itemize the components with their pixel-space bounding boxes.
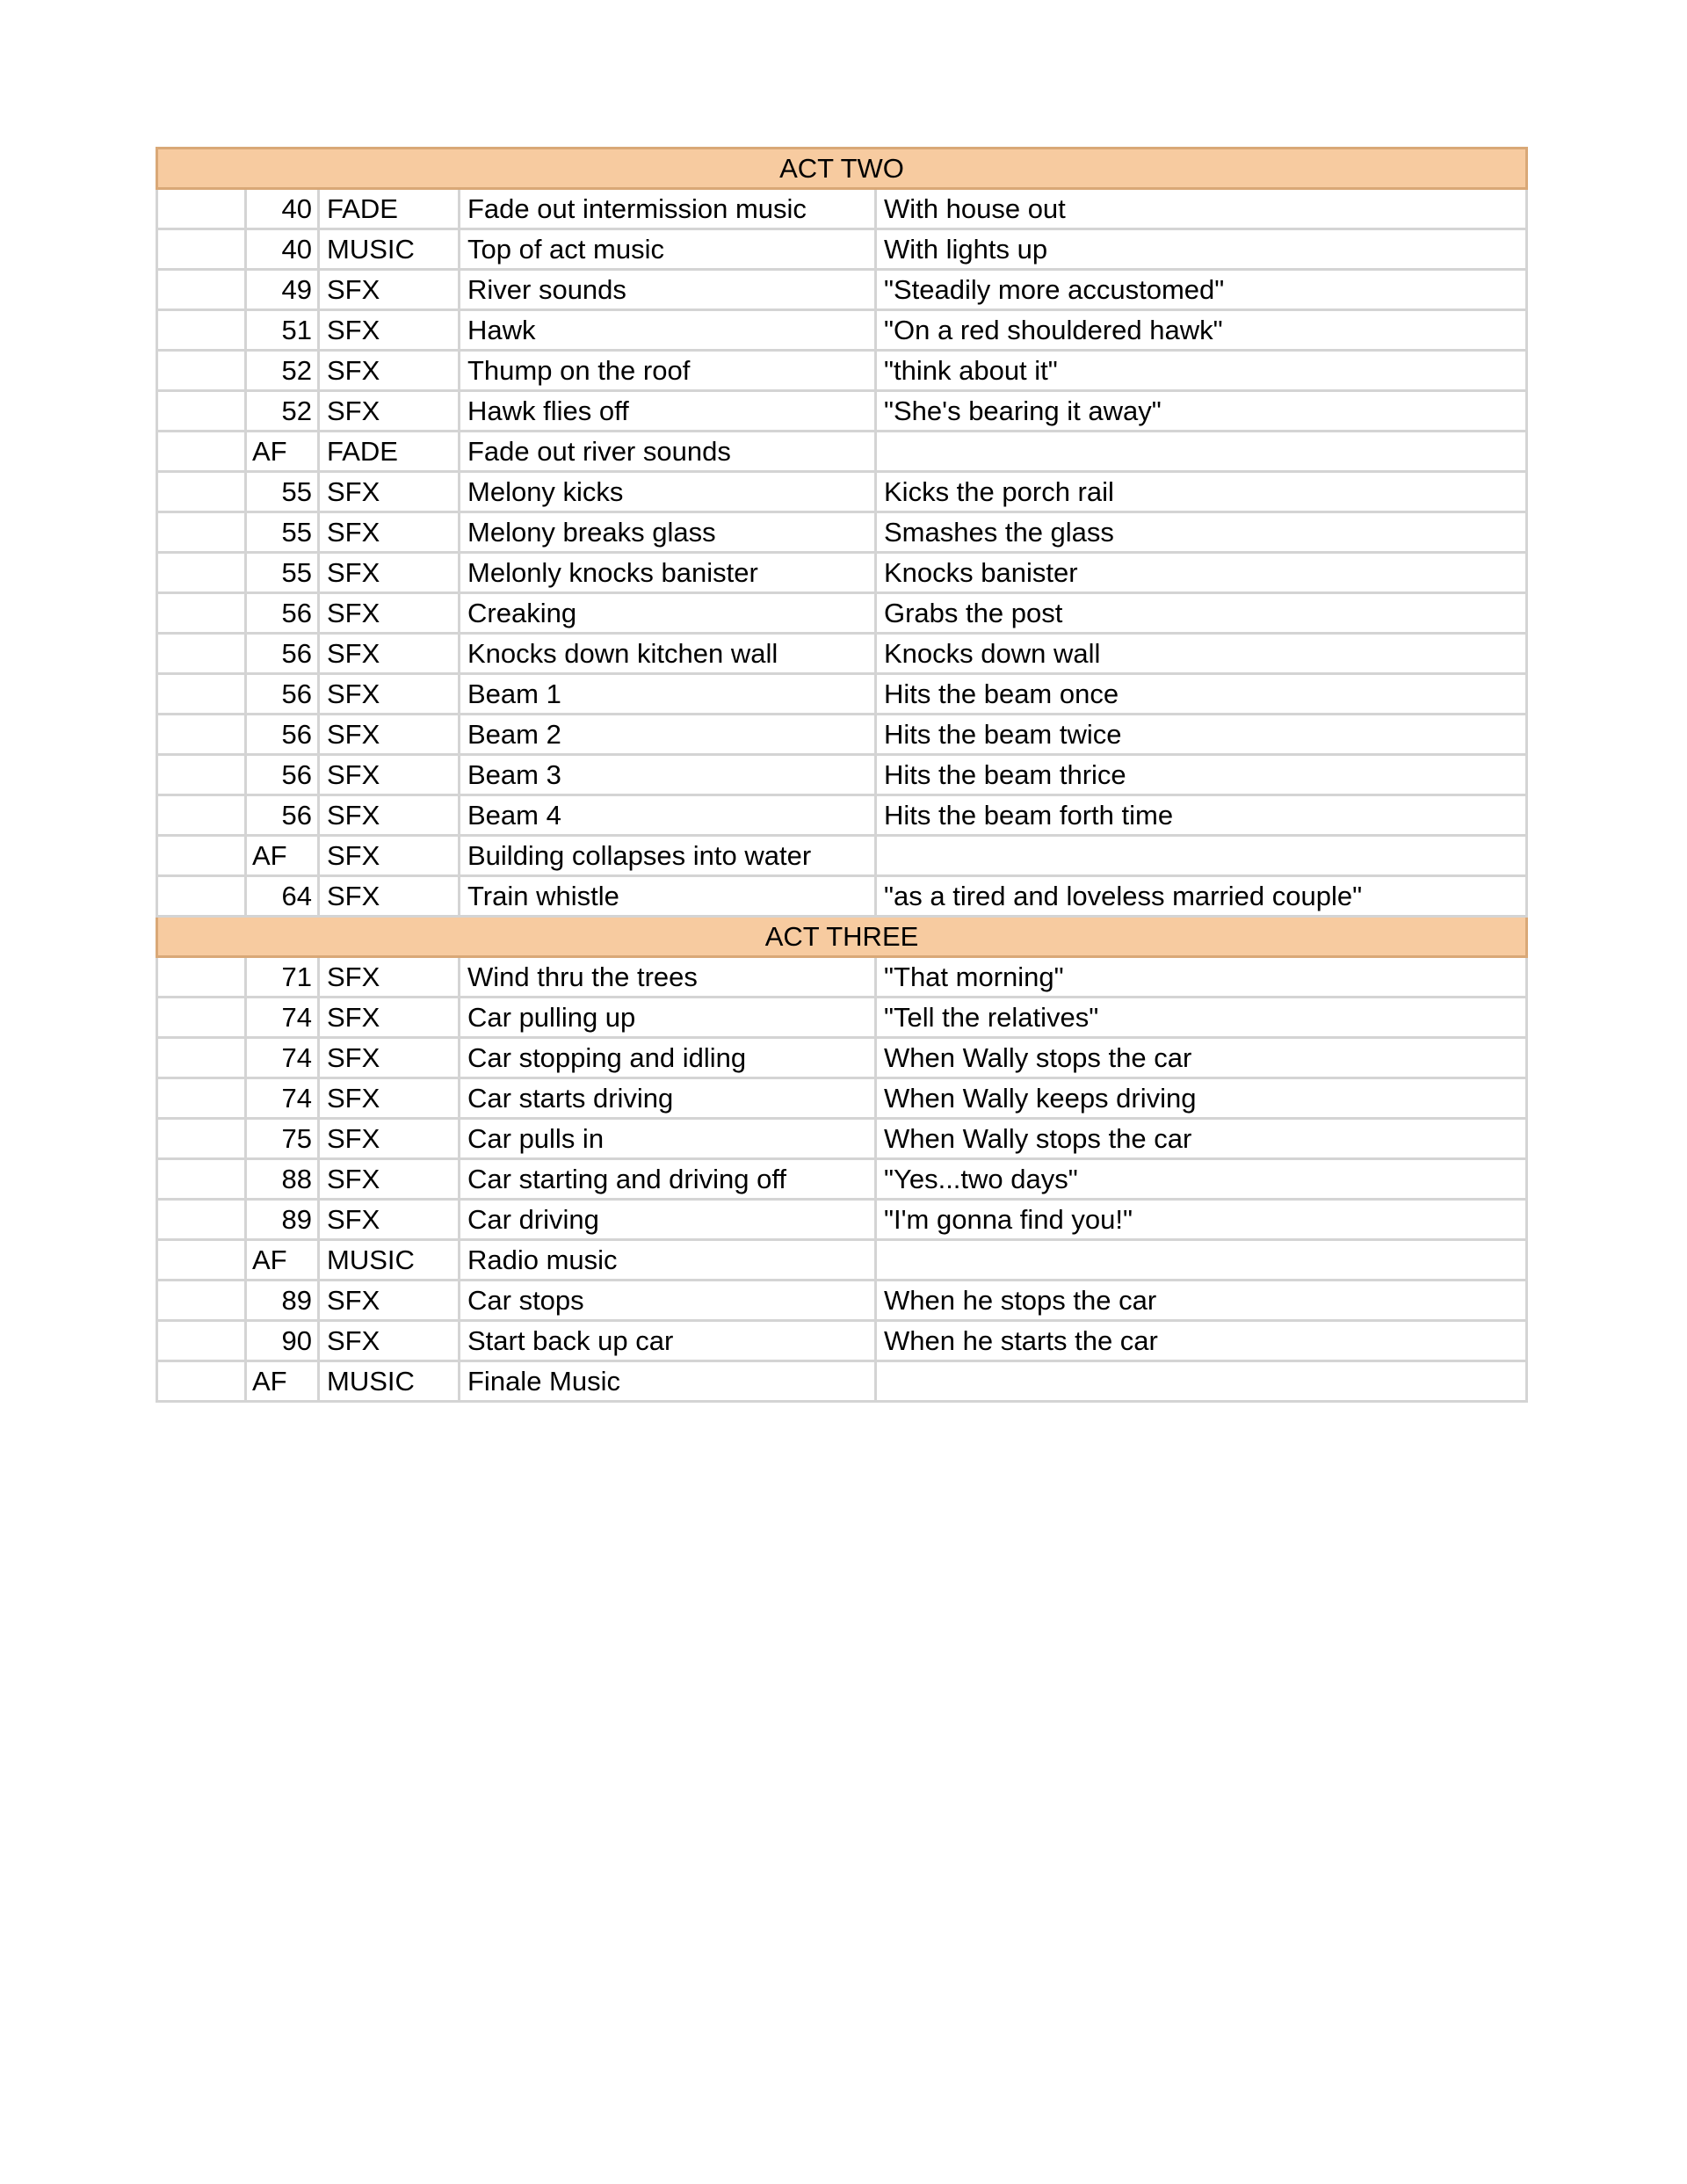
description-cell: River sounds — [460, 270, 876, 310]
cue-line-cell — [876, 836, 1527, 876]
cue-row — [157, 472, 1527, 512]
cue-row — [157, 1321, 1527, 1361]
page-cell: 40 — [246, 189, 319, 229]
description-cell: Hawk flies off — [460, 391, 876, 432]
blank-cell — [157, 836, 246, 876]
description-cell: Beam 2 — [460, 715, 876, 755]
cue-sheet — [156, 147, 1525, 1403]
description-cell: Start back up car — [460, 1321, 876, 1361]
blank-cell — [157, 189, 246, 229]
description-cell: Top of act music — [460, 229, 876, 270]
type-cell: SFX — [319, 512, 460, 553]
description-cell: Beam 3 — [460, 755, 876, 795]
act-header-row — [157, 917, 1527, 957]
type-cell: SFX — [319, 472, 460, 512]
page-cell: AF — [246, 432, 319, 472]
page-cell: AF — [246, 836, 319, 876]
type-cell: MUSIC — [319, 1361, 460, 1402]
type-cell: SFX — [319, 1200, 460, 1240]
type-cell: SFX — [319, 674, 460, 715]
cue-row — [157, 674, 1527, 715]
cue-row — [157, 957, 1527, 998]
cue-line-cell: When he starts the car — [876, 1321, 1527, 1361]
cue-line-cell: "Steadily more accustomed" — [876, 270, 1527, 310]
cue-line-cell: When Wally keeps driving — [876, 1078, 1527, 1119]
page-cell: 40 — [246, 229, 319, 270]
cue-line-cell: "I'm gonna find you!" — [876, 1200, 1527, 1240]
act-title: ACT TWO — [157, 149, 1527, 189]
description-cell: Thump on the roof — [460, 351, 876, 391]
page-cell: 56 — [246, 715, 319, 755]
cue-row — [157, 1038, 1527, 1078]
cue-row — [157, 715, 1527, 755]
type-cell: MUSIC — [319, 1240, 460, 1281]
page-cell: 89 — [246, 1200, 319, 1240]
description-cell: Melony kicks — [460, 472, 876, 512]
cue-line-cell: "as a tired and loveless married couple" — [876, 876, 1527, 917]
cue-row — [157, 270, 1527, 310]
cue-line-cell: Grabs the post — [876, 593, 1527, 634]
page-cell: 74 — [246, 1038, 319, 1078]
page-cell: 56 — [246, 795, 319, 836]
cue-line-cell — [876, 432, 1527, 472]
description-cell: Melonly knocks banister — [460, 553, 876, 593]
blank-cell — [157, 998, 246, 1038]
page-cell: 71 — [246, 957, 319, 998]
cue-row — [157, 795, 1527, 836]
cue-line-cell: "Tell the relatives" — [876, 998, 1527, 1038]
blank-cell — [157, 432, 246, 472]
cue-row — [157, 634, 1527, 674]
type-cell: SFX — [319, 270, 460, 310]
cue-row — [157, 391, 1527, 432]
type-cell: SFX — [319, 715, 460, 755]
page-cell: 90 — [246, 1321, 319, 1361]
description-cell: Car starting and driving off — [460, 1159, 876, 1200]
type-cell: SFX — [319, 957, 460, 998]
type-cell: SFX — [319, 1119, 460, 1159]
blank-cell — [157, 876, 246, 917]
blank-cell — [157, 351, 246, 391]
cue-row — [157, 189, 1527, 229]
cue-line-cell: When he stops the car — [876, 1281, 1527, 1321]
description-cell: Radio music — [460, 1240, 876, 1281]
blank-cell — [157, 553, 246, 593]
cue-row — [157, 1200, 1527, 1240]
description-cell: Finale Music — [460, 1361, 876, 1402]
cue-row — [157, 1159, 1527, 1200]
blank-cell — [157, 957, 246, 998]
page-cell: 55 — [246, 553, 319, 593]
type-cell: SFX — [319, 755, 460, 795]
page-cell: 56 — [246, 634, 319, 674]
cue-row — [157, 229, 1527, 270]
type-cell: FADE — [319, 432, 460, 472]
blank-cell — [157, 229, 246, 270]
cue-line-cell: "She's bearing it away" — [876, 391, 1527, 432]
description-cell: Building collapses into water — [460, 836, 876, 876]
cue-row — [157, 1119, 1527, 1159]
type-cell: SFX — [319, 553, 460, 593]
cue-row — [157, 593, 1527, 634]
description-cell: Wind thru the trees — [460, 957, 876, 998]
type-cell: SFX — [319, 1281, 460, 1321]
page-cell: 55 — [246, 472, 319, 512]
blank-cell — [157, 795, 246, 836]
page-cell: 49 — [246, 270, 319, 310]
blank-cell — [157, 715, 246, 755]
cue-row — [157, 836, 1527, 876]
description-cell: Car stops — [460, 1281, 876, 1321]
cue-row — [157, 351, 1527, 391]
act-title: ACT THREE — [157, 917, 1527, 957]
type-cell: SFX — [319, 391, 460, 432]
blank-cell — [157, 1321, 246, 1361]
description-cell: Melony breaks glass — [460, 512, 876, 553]
cue-row — [157, 1240, 1527, 1281]
page-cell: 56 — [246, 674, 319, 715]
cue-line-cell: Hits the beam forth time — [876, 795, 1527, 836]
page-cell: 56 — [246, 593, 319, 634]
blank-cell — [157, 310, 246, 351]
page-cell: 88 — [246, 1159, 319, 1200]
type-cell: SFX — [319, 310, 460, 351]
cue-line-cell: "think about it" — [876, 351, 1527, 391]
cue-row — [157, 432, 1527, 472]
description-cell: Car pulling up — [460, 998, 876, 1038]
page-cell: 56 — [246, 755, 319, 795]
cue-line-cell: With lights up — [876, 229, 1527, 270]
description-cell: Creaking — [460, 593, 876, 634]
description-cell: Beam 4 — [460, 795, 876, 836]
cue-line-cell: When Wally stops the car — [876, 1038, 1527, 1078]
cue-row — [157, 553, 1527, 593]
description-cell: Car pulls in — [460, 1119, 876, 1159]
page-cell: 64 — [246, 876, 319, 917]
blank-cell — [157, 674, 246, 715]
blank-cell — [157, 1038, 246, 1078]
cue-line-cell: "That morning" — [876, 957, 1527, 998]
blank-cell — [157, 634, 246, 674]
blank-cell — [157, 1240, 246, 1281]
blank-cell — [157, 755, 246, 795]
cue-row — [157, 512, 1527, 553]
cue-line-cell: Hits the beam thrice — [876, 755, 1527, 795]
type-cell: SFX — [319, 634, 460, 674]
page-cell: 89 — [246, 1281, 319, 1321]
type-cell: SFX — [319, 876, 460, 917]
page-cell: 52 — [246, 351, 319, 391]
page-cell: 55 — [246, 512, 319, 553]
blank-cell — [157, 1159, 246, 1200]
cue-row — [157, 1281, 1527, 1321]
cue-line-cell: Knocks banister — [876, 553, 1527, 593]
cue-row — [157, 755, 1527, 795]
cue-line-cell: Smashes the glass — [876, 512, 1527, 553]
cue-row — [157, 876, 1527, 917]
type-cell: SFX — [319, 1038, 460, 1078]
blank-cell — [157, 1119, 246, 1159]
cue-line-cell: With house out — [876, 189, 1527, 229]
type-cell: SFX — [319, 998, 460, 1038]
blank-cell — [157, 593, 246, 634]
page-cell: 74 — [246, 998, 319, 1038]
description-cell: Fade out intermission music — [460, 189, 876, 229]
cue-line-cell: Knocks down wall — [876, 634, 1527, 674]
description-cell: Car starts driving — [460, 1078, 876, 1119]
description-cell: Train whistle — [460, 876, 876, 917]
cue-table — [156, 147, 1528, 1403]
blank-cell — [157, 472, 246, 512]
description-cell: Car stopping and idling — [460, 1038, 876, 1078]
blank-cell — [157, 1078, 246, 1119]
type-cell: FADE — [319, 189, 460, 229]
cue-line-cell — [876, 1361, 1527, 1402]
cue-line-cell: Hits the beam once — [876, 674, 1527, 715]
cue-line-cell: "On a red shouldered hawk" — [876, 310, 1527, 351]
description-cell: Hawk — [460, 310, 876, 351]
description-cell: Beam 1 — [460, 674, 876, 715]
blank-cell — [157, 512, 246, 553]
type-cell: SFX — [319, 1078, 460, 1119]
cue-line-cell: When Wally stops the car — [876, 1119, 1527, 1159]
cue-line-cell: Kicks the porch rail — [876, 472, 1527, 512]
cue-row — [157, 1078, 1527, 1119]
blank-cell — [157, 1200, 246, 1240]
type-cell: SFX — [319, 836, 460, 876]
page-cell: AF — [246, 1240, 319, 1281]
blank-cell — [157, 1361, 246, 1402]
type-cell: SFX — [319, 1321, 460, 1361]
cue-table-body — [157, 149, 1527, 1402]
page-cell: AF — [246, 1361, 319, 1402]
description-cell: Knocks down kitchen wall — [460, 634, 876, 674]
page-cell: 74 — [246, 1078, 319, 1119]
cue-row — [157, 998, 1527, 1038]
act-header-row — [157, 149, 1527, 189]
description-cell: Fade out river sounds — [460, 432, 876, 472]
cue-line-cell: Hits the beam twice — [876, 715, 1527, 755]
type-cell: MUSIC — [319, 229, 460, 270]
cue-row — [157, 310, 1527, 351]
page-cell: 75 — [246, 1119, 319, 1159]
description-cell: Car driving — [460, 1200, 876, 1240]
type-cell: SFX — [319, 593, 460, 634]
blank-cell — [157, 391, 246, 432]
cue-line-cell: "Yes...two days" — [876, 1159, 1527, 1200]
type-cell: SFX — [319, 1159, 460, 1200]
page-cell: 51 — [246, 310, 319, 351]
blank-cell — [157, 270, 246, 310]
type-cell: SFX — [319, 795, 460, 836]
blank-cell — [157, 1281, 246, 1321]
type-cell: SFX — [319, 351, 460, 391]
cue-line-cell — [876, 1240, 1527, 1281]
page-cell: 52 — [246, 391, 319, 432]
cue-row — [157, 1361, 1527, 1402]
